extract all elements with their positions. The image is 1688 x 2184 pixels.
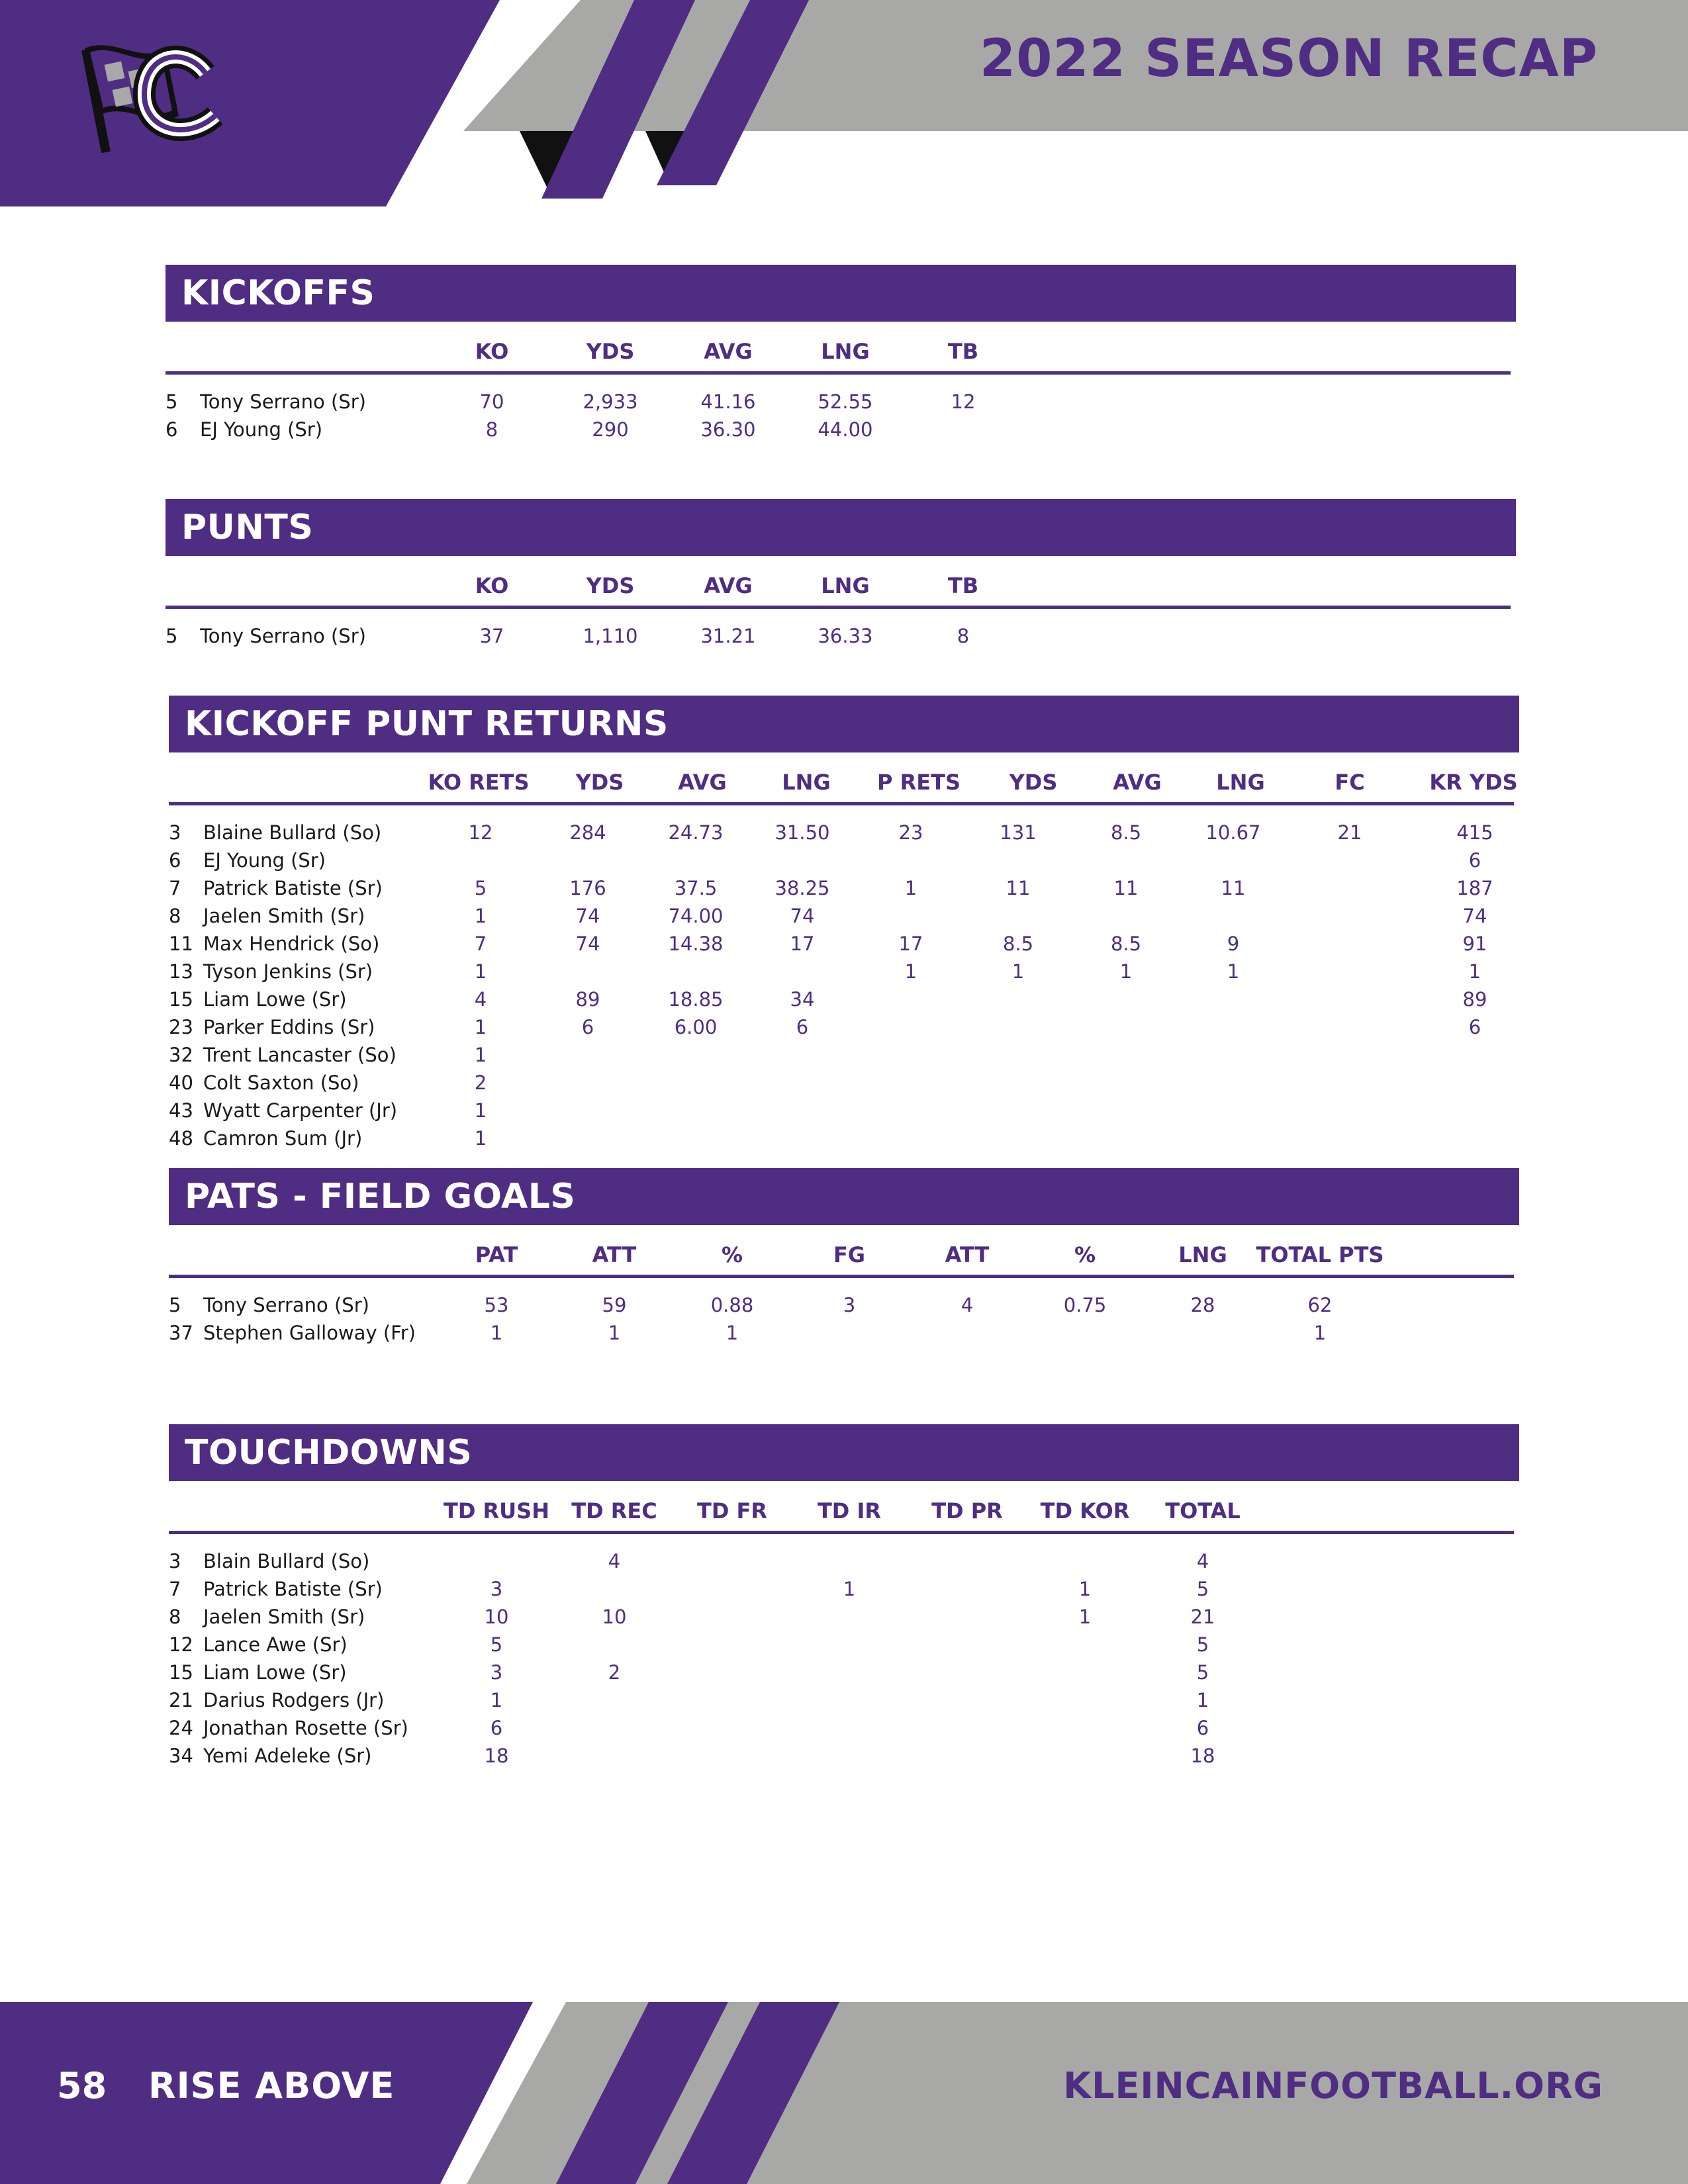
column-header: YDS [586,339,635,364]
stat-cell: 10 [484,1606,509,1628]
stat-cell: 6 [1468,849,1481,872]
stat-cell: 53 [484,1294,509,1316]
table-row [169,877,1519,905]
player-name: Trent Lancaster (So) [203,1044,397,1066]
table-row [169,1633,1519,1661]
column-header: TD PR [931,1498,1003,1524]
stat-cell: 3 [490,1661,503,1684]
stat-cell: 187 [1456,877,1493,899]
stat-cell: 18 [1190,1745,1215,1767]
stat-cell: 6.00 [674,1016,718,1038]
table-row [169,1099,1519,1127]
player-name: Jaelen Smith (Sr) [203,1606,365,1628]
stat-cell: 44.00 [818,418,873,441]
column-header: KO RETS [428,770,530,795]
stat-cell: 1 [474,1016,487,1038]
stat-cell: 28 [1190,1294,1215,1316]
jersey-number: 8 [169,905,181,927]
stat-cell: 31.50 [774,821,830,844]
column-headers [169,766,1518,805]
touchdowns-section [169,1424,1519,1772]
column-headers [165,569,1511,609]
stat-cell: 1 [474,960,487,983]
stat-cell: 8 [957,625,970,647]
stat-cell: 3 [843,1294,856,1316]
stat-cell: 290 [592,418,629,441]
column-header: KO [475,339,509,364]
column-header: % [1074,1242,1096,1267]
table-rows [169,1294,1519,1349]
footer-slogan: RISE ABOVE [148,2065,395,2107]
player-name: Patrick Batiste (Sr) [203,1578,383,1600]
column-header: LNG [782,770,831,795]
table-rows [169,821,1519,1155]
column-header: ATT [592,1242,637,1267]
stat-cell: 131 [1000,821,1037,844]
stat-cell: 37 [479,625,504,647]
stat-cell: 17 [898,933,923,955]
stat-cell: 284 [569,821,606,844]
stat-cell: 0.75 [1063,1294,1107,1316]
column-headers [169,1238,1514,1278]
table-row [169,988,1519,1016]
stat-cell: 17 [790,933,815,955]
stat-cell: 5 [1196,1633,1209,1656]
player-name: Tony Serrano (Sr) [200,625,366,647]
stat-cell: 5 [1196,1578,1209,1600]
column-header: LNG [1178,1242,1227,1267]
stat-cell: 415 [1456,821,1493,844]
stat-cell: 89 [575,988,600,1011]
stat-cell: 1 [608,1322,621,1344]
jersey-number: 40 [169,1071,193,1094]
jersey-number: 5 [165,390,178,413]
jersey-number: 24 [169,1717,193,1739]
stat-cell: 8.5 [1002,933,1034,955]
table-rows [169,1550,1519,1772]
stat-cell: 59 [602,1294,627,1316]
jersey-number: 21 [169,1689,193,1711]
stat-cell: 0.88 [710,1294,754,1316]
stat-cell: 2 [474,1071,487,1094]
kickoff-punt-returns-section [169,696,1519,1155]
jersey-number: 43 [169,1099,193,1122]
section-banner: TOUCHDOWNS [169,1424,1519,1481]
stat-cell: 38.25 [774,877,830,899]
stat-cell: 18.85 [668,988,724,1011]
player-name: Tony Serrano (Sr) [200,390,366,413]
stat-cell: 74 [575,905,600,927]
team-flag-logo-icon [66,36,228,162]
stat-cell: 23 [898,821,923,844]
jersey-number: 12 [169,1633,193,1656]
stat-cell: 8.5 [1110,933,1142,955]
stat-cell: 1 [1468,960,1481,983]
stat-cell: 4 [474,988,487,1011]
stat-cell: 36.33 [818,625,873,647]
column-header: KR YDS [1429,770,1518,795]
jersey-number: 6 [169,849,181,872]
stat-cell: 14.38 [668,933,724,955]
stat-cell: 7 [474,933,487,955]
column-header: TB [947,339,979,364]
stat-cell: 5 [490,1633,503,1656]
column-header: TD FR [696,1498,768,1524]
column-header: YDS [1009,770,1058,795]
column-header: TOTAL PTS [1256,1242,1384,1267]
stat-cell: 12 [468,821,493,844]
column-header: LNG [821,339,870,364]
player-name: Blain Bullard (So) [203,1550,370,1572]
stat-cell: 176 [569,877,606,899]
stat-cell: 1 [490,1689,503,1711]
stat-cell: 1 [726,1322,739,1344]
stat-cell: 24.73 [668,821,724,844]
jersey-number: 37 [169,1322,193,1344]
table-row [169,849,1519,877]
column-header: YDS [586,573,635,598]
stat-cell: 3 [490,1578,503,1600]
player-name: Camron Sum (Jr) [203,1127,363,1150]
stat-cell: 74.00 [668,905,724,927]
stat-cell: 36.30 [700,418,756,441]
pats-field-goals-section [169,1168,1519,1349]
section-banner: PUNTS [165,499,1516,556]
table-row [169,1322,1519,1349]
table-row [165,390,1516,418]
stat-cell: 1 [1313,1322,1327,1344]
stat-cell: 1 [904,960,917,983]
stat-cell: 1 [1011,960,1025,983]
player-name: Stephen Galloway (Fr) [203,1322,416,1344]
player-name: Lance Awe (Sr) [203,1633,348,1656]
column-header: AVG [1113,770,1162,795]
table-row [169,933,1519,960]
column-header: TOTAL [1165,1498,1241,1524]
column-header: P RETS [877,770,961,795]
stat-cell: 37.5 [674,877,718,899]
stat-cell: 89 [1462,988,1487,1011]
punts-section [165,499,1516,653]
column-header: TB [947,573,979,598]
stat-cell: 9 [1227,933,1240,955]
jersey-number: 7 [169,877,181,899]
column-header: % [721,1242,743,1267]
stat-cell: 70 [479,390,504,413]
stat-cell: 12 [951,390,976,413]
jersey-number: 6 [165,418,178,441]
column-header: FC [1335,770,1365,795]
section-banner: KICKOFF PUNT RETURNS [169,696,1519,752]
stat-cell: 1 [1078,1606,1092,1628]
stat-cell: 31.21 [700,625,756,647]
column-header: PAT [475,1242,518,1267]
stat-cell: 6 [1196,1717,1209,1739]
jersey-number: 13 [169,960,193,983]
stat-cell: 1 [1078,1578,1092,1600]
stat-cell: 4 [1196,1550,1209,1572]
table-row [169,1294,1519,1322]
section-banner: PATS - FIELD GOALS [169,1168,1519,1225]
table-row [169,905,1519,933]
jersey-number: 3 [169,1550,181,1572]
jersey-number: 15 [169,988,193,1011]
player-name: Liam Lowe (Sr) [203,1661,347,1684]
player-name: Blaine Bullard (So) [203,821,382,844]
column-header: LNG [821,573,870,598]
column-header: LNG [1216,770,1265,795]
stat-cell: 11 [1113,877,1139,899]
stat-cell: 1 [1196,1689,1209,1711]
stat-cell: 74 [790,905,815,927]
player-name: EJ Young (Sr) [200,418,323,441]
stat-cell: 41.16 [700,390,756,413]
jersey-number: 48 [169,1127,193,1150]
table-rows [165,625,1516,653]
jersey-number: 7 [169,1578,181,1600]
stat-cell: 34 [790,988,815,1011]
table-row [169,1661,1519,1689]
stat-cell: 52.55 [818,390,873,413]
table-row [169,1689,1519,1717]
stat-cell: 1 [490,1322,503,1344]
stat-cell: 4 [961,1294,974,1316]
jersey-number: 34 [169,1745,193,1767]
player-name: Tyson Jenkins (Sr) [203,960,373,983]
table-row [169,1606,1519,1633]
player-name: Yemi Adeleke (Sr) [203,1745,372,1767]
stat-cell: 6 [490,1717,503,1739]
stat-cell: 1 [474,905,487,927]
stat-cell: 11 [1221,877,1246,899]
stat-cell: 1 [904,877,917,899]
table-row [169,1071,1519,1099]
player-name: Patrick Batiste (Sr) [203,877,383,899]
stat-cell: 18 [484,1745,509,1767]
column-headers [165,335,1511,375]
table-row [169,1578,1519,1606]
table-row [169,1044,1519,1071]
column-header: FG [833,1242,866,1267]
player-name: Jonathan Rosette (Sr) [203,1717,408,1739]
stat-cell: 74 [1462,905,1487,927]
stat-cell: 21 [1337,821,1362,844]
jersey-number: 15 [169,1661,193,1684]
stat-cell: 5 [474,877,487,899]
player-name: Max Hendrick (So) [203,933,380,955]
table-row [169,1127,1519,1155]
stat-cell: 8 [485,418,498,441]
stat-cell: 1 [1227,960,1240,983]
stat-cell: 1 [474,1044,487,1066]
column-header: TD REC [571,1498,657,1524]
column-headers [169,1494,1514,1534]
column-header: ATT [945,1242,990,1267]
jersey-number: 5 [169,1294,181,1316]
table-row [169,1016,1519,1044]
player-name: Tony Serrano (Sr) [203,1294,369,1316]
website-link[interactable]: KLEINCAINFOOTBALL.ORG [1063,2065,1603,2107]
table-row [169,821,1519,849]
stat-cell: 2,933 [583,390,638,413]
stat-cell: 91 [1462,933,1487,955]
column-header: AVG [704,339,753,364]
stat-cell: 6 [796,1016,809,1038]
section-banner: KICKOFFS [165,265,1516,322]
jersey-number: 23 [169,1016,193,1038]
column-header: KO [475,573,509,598]
stat-cell: 8.5 [1110,821,1142,844]
player-name: Parker Eddins (Sr) [203,1016,375,1038]
page-title: 2022 SEASON RECAP [979,29,1598,89]
column-header: TD KOR [1040,1498,1130,1524]
jersey-number: 32 [169,1044,193,1066]
column-header: AVG [704,573,753,598]
stat-cell: 62 [1307,1294,1333,1316]
stat-cell: 5 [1196,1661,1209,1684]
jersey-number: 8 [169,1606,181,1628]
stat-cell: 21 [1190,1606,1215,1628]
stat-cell: 10.67 [1205,821,1261,844]
column-header: AVG [678,770,727,795]
stat-cell: 10 [602,1606,627,1628]
player-name: Liam Lowe (Sr) [203,988,347,1011]
column-header: TD RUSH [444,1498,549,1524]
jersey-number: 5 [165,625,178,647]
stat-cell: 1 [843,1578,856,1600]
stat-cell: 1 [1119,960,1133,983]
column-header: YDS [575,770,624,795]
player-name: Jaelen Smith (Sr) [203,905,365,927]
column-header: TD IR [817,1498,882,1524]
stat-cell: 11 [1006,877,1031,899]
jersey-number: 11 [169,933,193,955]
stat-cell: 6 [1468,1016,1481,1038]
player-name: Wyatt Carpenter (Jr) [203,1099,398,1122]
table-row [169,1550,1519,1578]
stat-cell: 74 [575,933,600,955]
table-row [165,418,1516,446]
stat-cell: 1 [474,1099,487,1122]
stat-cell: 4 [608,1550,621,1572]
stat-cell: 6 [581,1016,594,1038]
table-row [169,1745,1519,1772]
table-rows [165,390,1516,446]
table-row [169,1717,1519,1745]
player-name: Darius Rodgers (Jr) [203,1689,385,1711]
player-name: EJ Young (Sr) [203,849,326,872]
table-row [165,625,1516,653]
player-name: Colt Saxton (So) [203,1071,359,1094]
stat-cell: 1,110 [583,625,638,647]
page-number: 58 [57,2065,107,2107]
kickoffs-section [165,265,1516,446]
table-row [169,960,1519,988]
jersey-number: 3 [169,821,181,844]
stat-cell: 1 [474,1127,487,1150]
stat-cell: 2 [608,1661,621,1684]
